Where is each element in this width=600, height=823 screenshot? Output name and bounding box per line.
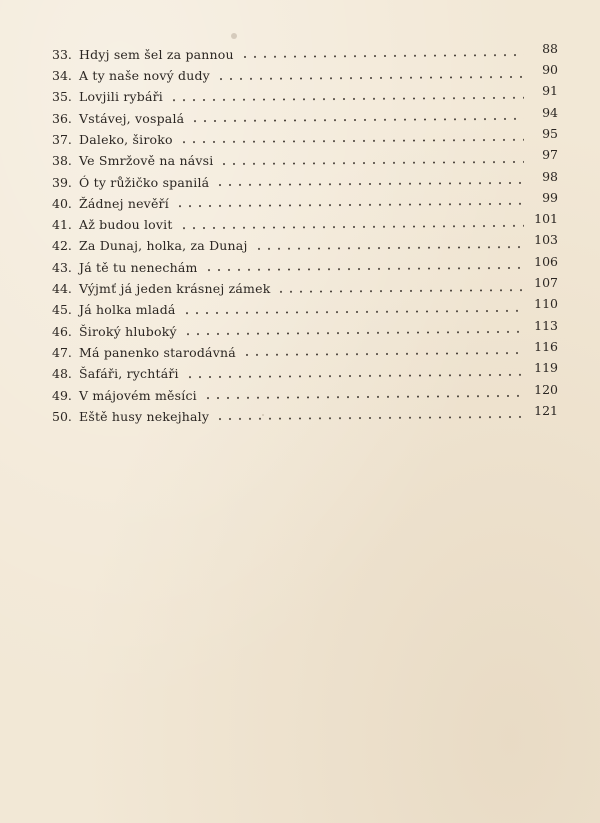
toc-entry [52, 298, 558, 319]
dot-leader [169, 95, 524, 103]
song-title: Vstávej, vospalá [79, 110, 185, 126]
page-number: 99 [542, 189, 558, 205]
page-number: 97 [542, 147, 558, 163]
dot-leader [216, 74, 524, 82]
song-title: Daleko, široko [79, 131, 173, 147]
song-number: 41. [52, 217, 72, 233]
dot-leader [183, 329, 524, 337]
dot-leader [190, 116, 524, 124]
toc-entry [52, 42, 558, 63]
page-number: 113 [534, 317, 558, 333]
toc-entry [52, 63, 558, 84]
table-of-contents [52, 42, 558, 425]
toc-entry [52, 212, 558, 233]
song-number: 34. [52, 68, 72, 84]
song-title: Až budou lovit [79, 217, 173, 233]
song-title: Ó ty růžičko spanilá [79, 174, 210, 190]
dot-leader [242, 350, 524, 358]
toc-entry [52, 234, 558, 255]
song-number: 47. [52, 344, 72, 360]
song-number: 39. [52, 174, 72, 190]
toc-entry [52, 276, 558, 297]
song-number: 37. [52, 131, 72, 147]
song-number: 38. [52, 153, 72, 169]
song-number: 48. [52, 366, 72, 382]
song-title: Lovjili rybáři [79, 89, 163, 105]
song-title: Žádnej nevěří [79, 195, 169, 211]
page-number: 110 [534, 296, 558, 312]
song-number: 45. [52, 302, 72, 318]
toc-entry [52, 404, 558, 425]
page-number: 121 [534, 402, 558, 418]
dot-leader [215, 180, 524, 188]
song-number: 35. [52, 89, 72, 105]
song-title: Hdyj sem šel za pannou [79, 46, 234, 62]
song-title: Má panenko starodávná [79, 344, 236, 360]
dot-leader [179, 222, 524, 230]
song-number: 44. [52, 281, 72, 297]
song-number: 40. [52, 195, 72, 211]
toc-entry [52, 127, 558, 148]
song-number: 46. [52, 323, 72, 339]
page-number: 91 [542, 83, 558, 99]
page-number: 119 [534, 360, 558, 376]
page-number: 94 [542, 104, 558, 120]
song-title: Výjmť já jeden krásnej zámek [79, 281, 271, 297]
paper-speck [231, 33, 237, 39]
toc-entry [52, 361, 558, 382]
page-number: 98 [542, 168, 558, 184]
page-number: 116 [534, 338, 558, 354]
dot-leader [215, 414, 524, 422]
song-title: Eště husy nekejhaly [79, 408, 210, 424]
toc-entry [52, 383, 558, 404]
toc-entry [52, 255, 558, 276]
toc-entry [52, 148, 558, 169]
page-number: 90 [542, 62, 558, 78]
song-number: 42. [52, 238, 72, 254]
toc-entry [52, 85, 558, 106]
page-number: 120 [534, 381, 558, 397]
dot-leader [276, 287, 524, 295]
song-number: 43. [52, 259, 72, 275]
song-title: Ve Smržově na návsi [79, 153, 214, 169]
song-title: Široký hluboký [79, 323, 177, 339]
toc-entry [52, 319, 558, 340]
dot-leader [175, 201, 524, 209]
song-title: Já holka mladá [79, 302, 176, 318]
toc-entry [52, 340, 558, 361]
page-number: 103 [534, 232, 558, 248]
dot-leader [219, 159, 524, 167]
page-number: 101 [534, 211, 558, 227]
dot-leader [254, 244, 525, 252]
page-number: 106 [534, 253, 558, 269]
song-title: Já tě tu nenechám [79, 259, 198, 275]
dot-leader [185, 372, 524, 380]
page-number: 107 [534, 275, 558, 291]
dot-leader [182, 308, 524, 316]
song-title: V májovém měsíci [79, 387, 197, 403]
song-number: 50. [52, 408, 72, 424]
toc-entry [52, 191, 558, 212]
dot-leader [240, 52, 524, 60]
page-number: 88 [542, 40, 558, 56]
page-number: 95 [542, 125, 558, 141]
song-title: Šafáři, rychtáři [79, 366, 179, 382]
dot-leader [179, 137, 524, 145]
song-number: 49. [52, 387, 72, 403]
song-number: 33. [52, 46, 72, 62]
song-number: 36. [52, 110, 72, 126]
song-title: A ty naše nový dudy [79, 68, 210, 84]
dot-leader [204, 265, 525, 273]
dot-leader [203, 393, 524, 401]
toc-entry [52, 170, 558, 191]
toc-entry [52, 106, 558, 127]
song-title: Za Dunaj, holka, za Dunaj [79, 238, 248, 254]
